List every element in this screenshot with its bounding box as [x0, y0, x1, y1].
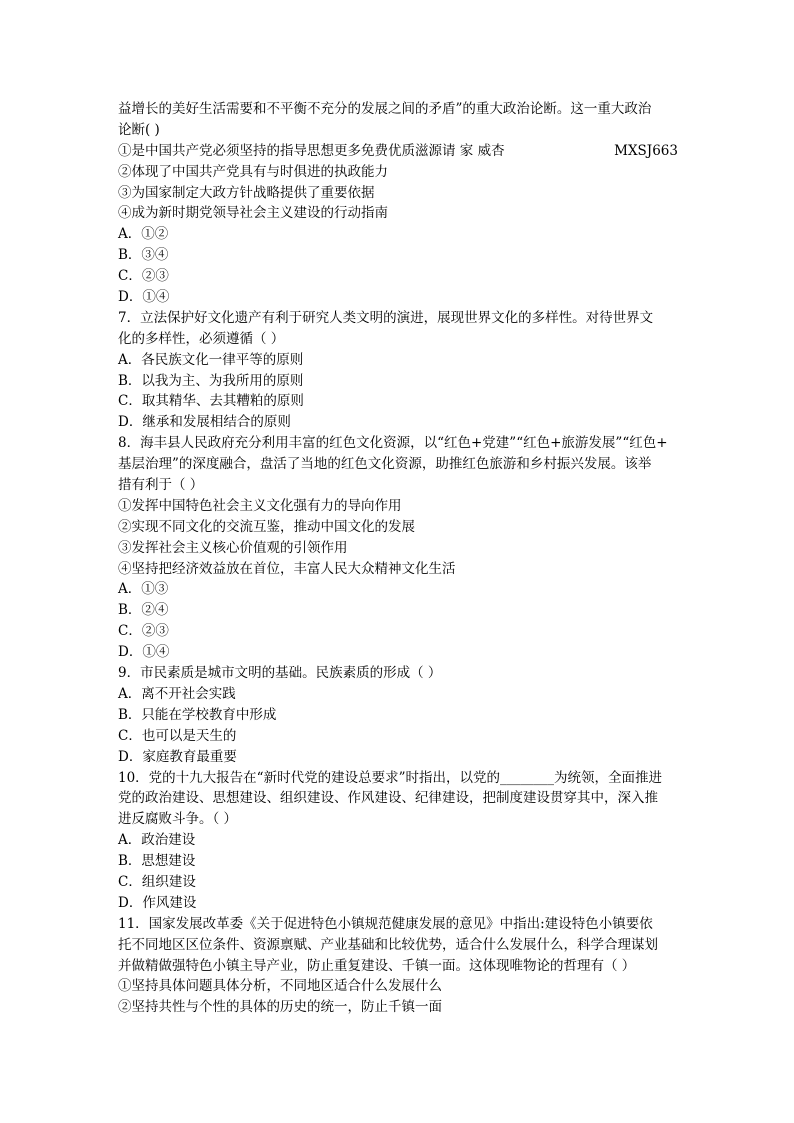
- q7-stem-1: 7．立法保护好文化遗产有利于研究人类文明的演进，展现世界文化的多样性。对待世界文: [118, 309, 654, 326]
- q6-statement-1: [118, 141, 678, 162]
- q7-option-d: D．继承和发展相结合的原则: [118, 414, 291, 431]
- document-page: [118, 99, 678, 1018]
- q11-statement-1: ①坚持具体问题具体分析，不同地区适合什么发展什么: [118, 978, 442, 995]
- q11-stem-2: 托不同地区区位条件、资源禀赋、产业基础和比较优势，适合什么发展什么，科学合理谋划: [118, 936, 658, 953]
- q8-stem-3: 措有利于（ ）: [118, 477, 204, 494]
- q8-option-a: A．①③: [118, 581, 169, 598]
- q8-statement-2: ②实现不同文化的交流互鉴，推动中国文化的发展: [118, 518, 415, 535]
- q9-stem: 9．市民素质是城市文明的基础。民族素质的形成（ ）: [118, 665, 442, 682]
- q7-option-a: A．各民族文化一律平等的原则: [118, 351, 304, 368]
- q8-option-d: D．①④: [118, 644, 170, 661]
- q8-statement-1: ①发挥中国特色社会主义文化强有力的导向作用: [118, 497, 402, 514]
- q8-option-b: B．②④: [118, 602, 169, 619]
- intro-line-1: 益增长的美好生活需要和不平衡不充分的发展之间的矛盾”的重大政治论断。这一重大政治: [118, 101, 652, 117]
- q8-statement-4: ④坚持把经济效益放在首位，丰富人民大众精神文化生活: [118, 560, 456, 577]
- q6-code: MXSJ663: [614, 142, 678, 159]
- q10-option-b: B．思想建设: [118, 853, 196, 870]
- q6-option-c: C．②③: [118, 268, 169, 285]
- q6-statement-3: ③为国家制定大政方针战略提供了重要依据: [118, 184, 375, 201]
- q10-option-d: D．作风建设: [118, 894, 197, 911]
- q9-option-b: B．只能在学校教育中形成: [118, 706, 277, 723]
- q6-statement-1-text: ①是中国共产党必须坚持的指导思想更多免费优质滋源请 家 威杏: [118, 142, 505, 159]
- q8-option-c: C．②③: [118, 623, 169, 640]
- q10-option-c: C．组织建设: [118, 873, 196, 890]
- q10-stem-3: 进反腐败斗争。（ ）: [118, 811, 238, 828]
- q6-statement-4: ④成为新时期党领导社会主义建设的行动指南: [118, 205, 388, 222]
- q8-statement-3: ③发挥社会主义核心价值观的引领作用: [118, 539, 348, 556]
- q6-statement-2: ②体现了中国共产党具有与时俱进的执政能力: [118, 163, 388, 180]
- q6-option-d: D．①④: [118, 289, 170, 306]
- q8-stem-1: 8．海丰县人民政府充分利用丰富的红色文化资源，以“红色+党建”“红色+旅游发展”“红色+: [118, 435, 668, 452]
- q9-option-a: A．离不开社会实践: [118, 685, 236, 702]
- q11-stem-3: 并做精做强特色小镇主导产业，防止重复建设、千镇一面。这体现唯物论的哲理有（ ）: [118, 957, 636, 974]
- q8-stem-2: 基层治理”的深度融合，盘活了当地的红色文化资源，助推红色旅游和乡村振兴发展。该举: [118, 456, 652, 473]
- q9-option-d: D．家庭教育最重要: [118, 748, 237, 765]
- q11-statement-2: ②坚持共性与个性的具体的历史的统一，防止千镇一面: [118, 999, 442, 1016]
- q10-stem-1: 10．党的十九大报告在“新时代党的建设总要求”时指出，以党的________为统领，全面推进: [118, 769, 662, 786]
- q7-option-b: B．以我为主、为我所用的原则: [118, 372, 304, 389]
- q9-option-c: C．也可以是天生的: [118, 727, 237, 744]
- q6-option-a: A．①②: [118, 226, 169, 243]
- q10-stem-2: 党的政治建设、思想建设、组织建设、作风建设、纪律建设，把制度建设贯穿其中，深入推: [118, 790, 658, 807]
- q6-option-b: B．③④: [118, 247, 169, 264]
- intro-line-2: 论断( ): [118, 121, 160, 138]
- q10-option-a: A．政治建设: [118, 832, 196, 849]
- q11-stem-1: 11．国家发展改革委《关于促进特色小镇规范健康发展的意见》中指出:建设特色小镇要依: [118, 915, 653, 932]
- q7-stem-2: 化的多样性，必须遵循（ ）: [118, 330, 285, 347]
- q7-option-c: C．取其精华、去其糟粕的原则: [118, 393, 304, 410]
